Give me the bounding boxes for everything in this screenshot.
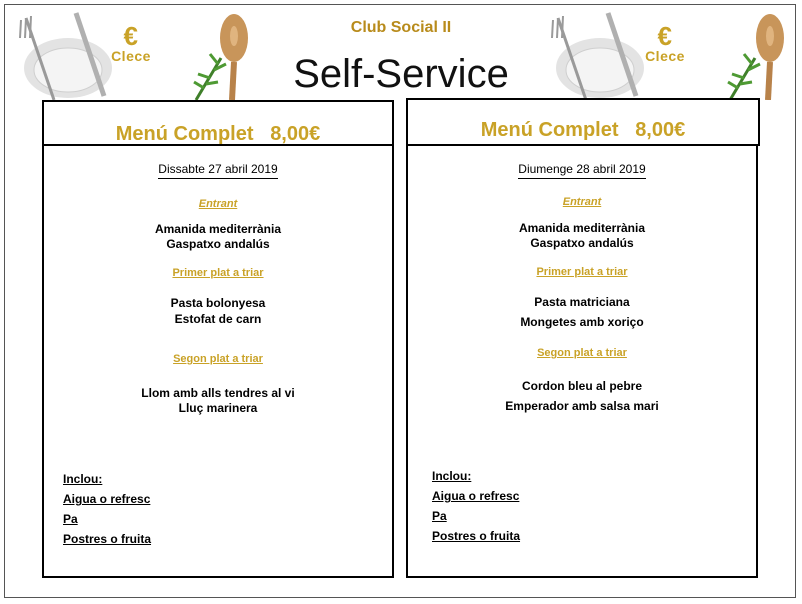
dish-item: Amanida mediterrània (518, 221, 646, 235)
dish-item: Cordon bleu al pebre (521, 379, 642, 393)
dish-item: Emperador amb salsa mari (505, 399, 659, 413)
menu-heading-price: 8,00€ (635, 119, 686, 141)
menu-panel-saturday (42, 144, 394, 578)
dish-item: Gaspatxo andalús (530, 236, 634, 250)
section-title-segon: Segon plat a triar (537, 347, 627, 359)
dish-item: Lluç marinera (178, 401, 258, 415)
includes-item: Aigua o refresc (63, 492, 151, 506)
includes-item: Pa (63, 512, 78, 526)
section-title-primer: Primer plat a triar (536, 266, 628, 278)
menu-heading-label: Menú Complet (115, 123, 254, 145)
page-title: Self-Service (293, 52, 509, 96)
dish-item: Pasta bolonyesa (170, 296, 266, 310)
clece-logo-text: Clece (111, 48, 151, 64)
clece-logo-mark: € (123, 21, 139, 51)
section-title-primer: Primer plat a triar (172, 267, 264, 279)
clece-logo-mark: € (657, 21, 673, 51)
dish-item: Pasta matriciana (534, 295, 630, 309)
includes-label: Inclou: (63, 472, 103, 486)
section-title-segon: Segon plat a triar (173, 353, 263, 365)
menu-panel-sunday (406, 144, 758, 578)
dish-item: Llom amb alls tendres al vi (141, 386, 295, 400)
menu-heading-price: 8,00€ (270, 123, 321, 145)
includes-label: Inclou: (432, 469, 472, 483)
includes-item: Aigua o refresc (432, 489, 520, 503)
includes-item: Postres o fruita (63, 532, 152, 546)
menu-date: Dissabte 27 abril 2019 (44, 162, 392, 176)
includes-item: Pa (432, 509, 447, 523)
section-title-entrant: Entrant (562, 196, 602, 208)
dish-item: Gaspatxo andalús (166, 237, 270, 251)
menu-date: Diumenge 28 abril 2019 (408, 162, 756, 176)
includes-item: Postres o fruita (432, 529, 521, 543)
section-title-entrant: Entrant (198, 198, 238, 210)
menu-heading-saturday (42, 100, 394, 146)
club-title: Club Social II (350, 19, 452, 36)
menu-heading-sunday (406, 98, 760, 146)
dish-item: Estofat de carn (174, 312, 262, 326)
dish-item: Mongetes amb xoriço (520, 315, 644, 329)
dish-item: Amanida mediterrània (154, 222, 282, 236)
menu-heading-label: Menú Complet (480, 119, 619, 141)
clece-logo-text: Clece (645, 48, 685, 64)
